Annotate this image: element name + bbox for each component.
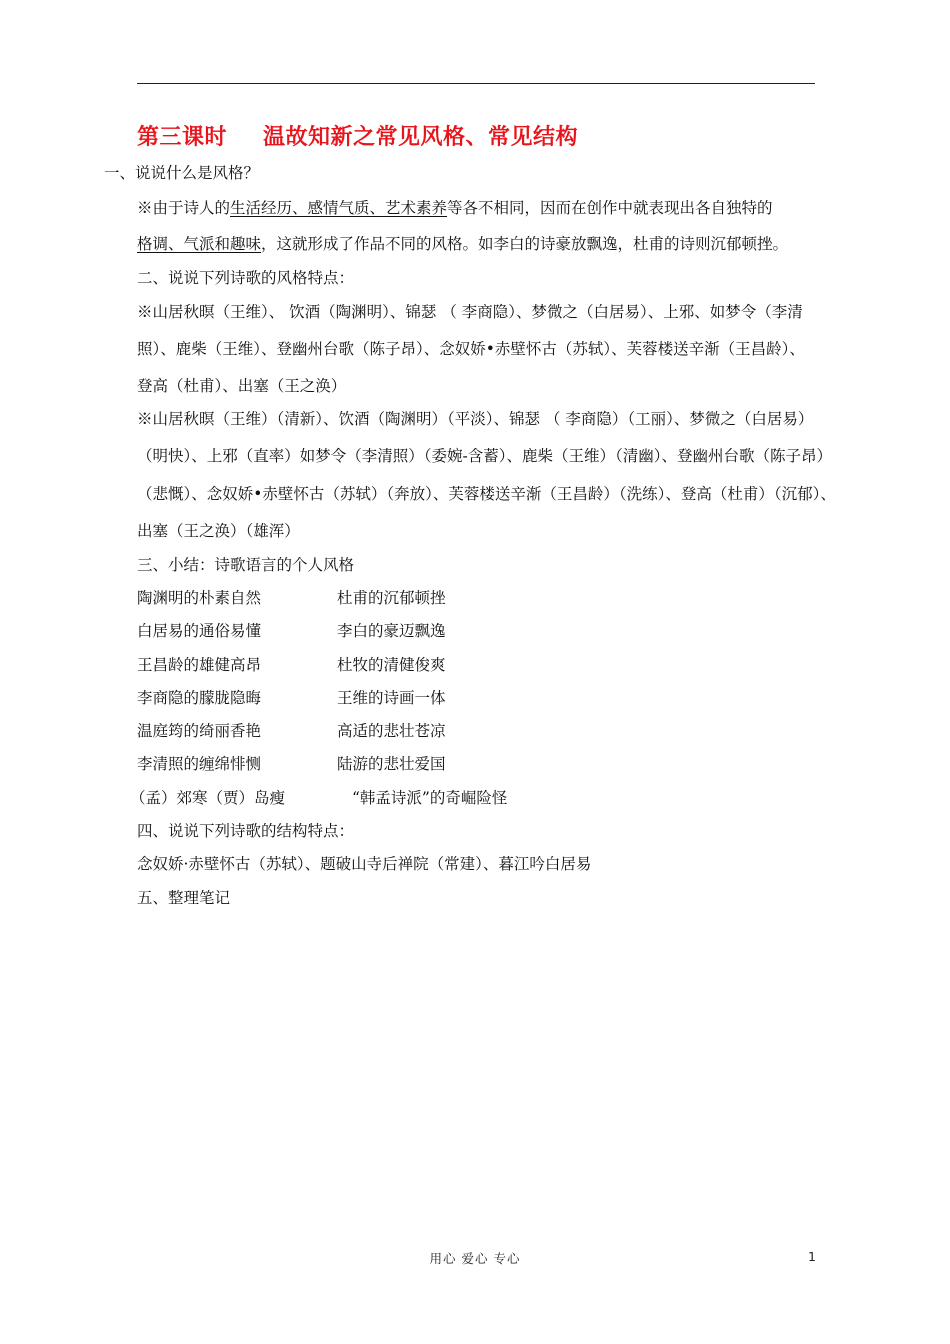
section1-paragraph-line1: ※由于诗人的生活经历、感情气质、艺术素养等各不相同，因而在创作中就表现出各自独特的 [137, 199, 773, 217]
poem-list-line: 照）、鹿柴（王维）、登幽州台歌（陈子昂）、念奴娇•赤壁怀古（苏轼）、芙蓉楼送辛渐（王昌龄）、 [137, 340, 805, 358]
style-pair-left: 李商隐的朦胧隐晦 [137, 689, 262, 707]
structure-poem-list: 念奴娇·赤壁怀古（苏轼）、题破山寺后禅院（常建）、暮江吟白居易 [137, 855, 592, 873]
section4-heading: 四、说说下列诗歌的结构特点： [137, 822, 355, 840]
style-pair-right: 高适的悲壮苍凉 [337, 722, 446, 740]
style-pair-left: 陶渊明的朴素自然 [137, 589, 262, 607]
style-answer-line: ※山居秋暝（王维）（清新）、饮酒（陶渊明）（平淡）、锦瑟 （ 李商隐）（工丽）、梦微之（白居易） [137, 410, 814, 428]
style-pair-left: 王昌龄的雄健高昂 [137, 656, 262, 674]
underlined-phrase: 格调、气派和趣味 [137, 235, 262, 253]
style-pair-right: 陆游的悲壮爱国 [337, 755, 446, 773]
style-pair-left: 温庭筠的绮丽香艳 [137, 722, 262, 740]
header-rule [137, 83, 815, 84]
poem-list-line: ※山居秋暝（王维）、 饮酒（陶渊明）、锦瑟 （ 李商隐）、梦微之（白居易）、上邪、如梦令（李清 [137, 303, 803, 321]
section3-heading: 三、小结：诗歌语言的个人风格 [137, 556, 355, 574]
title-lesson: 第三课时 [137, 124, 228, 150]
style-answer-line: 出塞（王之涣）（雄浑） [137, 522, 300, 540]
style-pair-left: 白居易的通俗易懂 [137, 622, 262, 640]
style-pair-right: 李白的豪迈飘逸 [337, 622, 446, 640]
title-topic: 温故知新之常见风格、常见结构 [263, 124, 579, 150]
footer-motto: 用心 爱心 专心 [429, 1251, 521, 1266]
style-pair-right: 杜甫的沉郁顿挫 [337, 589, 446, 607]
style-pair-right: “韩孟诗派”的奇崛险怪 [352, 789, 508, 807]
style-answer-line: （悲慨）、念奴娇•赤壁怀古（苏轼）（奔放）、芙蓉楼送辛渐（王昌龄）（洗练）、登高（杜甫）（沉郁）、 [137, 485, 836, 503]
section2-heading: 二、说说下列诗歌的风格特点： [137, 269, 355, 287]
style-pair-left: 李清照的缠绵悱恻 [137, 755, 262, 773]
style-pair-right: 王维的诗画一体 [337, 689, 446, 707]
style-answer-line: （明快）、上邪（直率）如梦令（李清照）（委婉-含蓄）、鹿柴（王维）（清幽）、登幽州台歌（陈子昂） [137, 447, 832, 465]
section1-heading: 一、说说什么是风格？ [104, 164, 260, 182]
section5-heading: 五、整理笔记 [137, 889, 231, 907]
poem-list-line: 登高（杜甫）、出塞（王之涣） [137, 377, 347, 395]
underlined-phrase: 生活经历、感情气质、艺术素养 [230, 199, 448, 217]
section1-paragraph-line2: 格调、气派和趣味，这就形成了作品不同的风格。如李白的诗豪放飘逸，杜甫的诗则沉郁顿挫。 [137, 235, 789, 253]
style-pair-left: （孟）郊寒（贾）岛瘦 [130, 789, 286, 807]
style-pair-right: 杜牧的清健俊爽 [337, 656, 446, 674]
page-number: 1 [808, 1249, 816, 1264]
page-title [137, 120, 578, 151]
